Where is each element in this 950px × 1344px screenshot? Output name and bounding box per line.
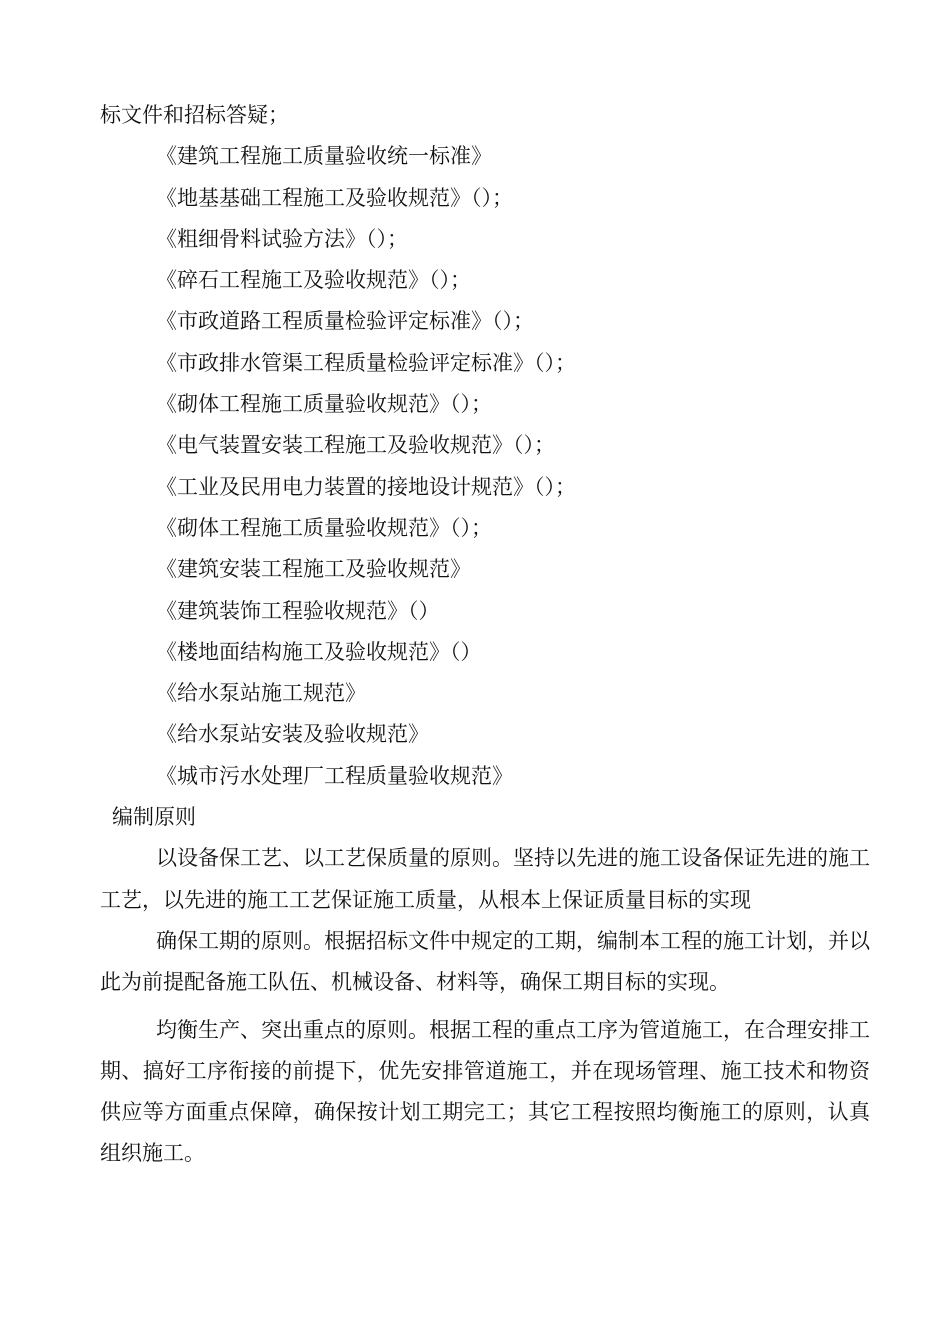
principle-paragraph: 以设备保工艺、以工艺保质量的原则。坚持以先进的施工设备保证先进的施工工艺，以先进的施工工艺保证施工质量，从根本上保证质量目标的实现 — [100, 846, 870, 912]
document-body — [100, 95, 870, 1175]
reference-item: 《建筑工程施工质量验收统一标准》 — [156, 144, 492, 169]
reference-item: 《市政道路工程质量检验评定标准》（）； — [156, 309, 534, 334]
intro-line: 标文件和招标答疑； — [100, 103, 289, 127]
reference-item: 《地基基础工程施工及验收规范》（）； — [156, 185, 513, 210]
principle-paragraph: 确保工期的原则。根据招标文件中规定的工期，编制本工程的施工计划，并以此为前提配备施工队伍、机械设备、材料等，确保工期目标的实现。 — [100, 928, 870, 995]
reference-list — [100, 136, 870, 797]
reference-item: 《砌体工程施工质量验收规范》（）； — [156, 392, 492, 417]
reference-item: 《建筑安装工程施工及验收规范》 — [156, 557, 471, 582]
reference-item: 《楼地面结构施工及验收规范》（） — [156, 639, 482, 664]
reference-item: 《工业及民用电力装置的接地设计规范》（）； — [156, 474, 576, 499]
reference-item: 《电气装置安装工程施工及验收规范》（）； — [156, 433, 555, 458]
section-heading: 编制原则 — [112, 805, 196, 830]
reference-item: 《城市污水处理厂工程质量验收规范》 — [156, 763, 513, 788]
reference-item: 《粗细骨料试验方法》（）； — [156, 226, 408, 251]
reference-item: 《碎石工程施工及验收规范》（）； — [156, 268, 471, 293]
principle-paragraph: 均衡生产、突出重点的原则。根据工程的重点工序为管道施工，在合理安排工期、搞好工序衔接的前提下，优先安排管道施工，并在现场管理、施工技术和物资供应等方面重点保障，确保按计划工期完工；其它工程按照均衡施工的原则，认真组织施工。 — [100, 1017, 870, 1166]
reference-item: 《建筑装饰工程验收规范》（） — [156, 598, 440, 623]
reference-item: 《给水泵站施工规范》 — [156, 681, 366, 706]
reference-item: 《市政排水管渠工程质量检验评定标准》（）； — [156, 350, 576, 375]
reference-item: 《给水泵站安装及验收规范》 — [156, 722, 429, 747]
reference-item: 《砌体工程施工质量验收规范》（）； — [156, 515, 492, 540]
